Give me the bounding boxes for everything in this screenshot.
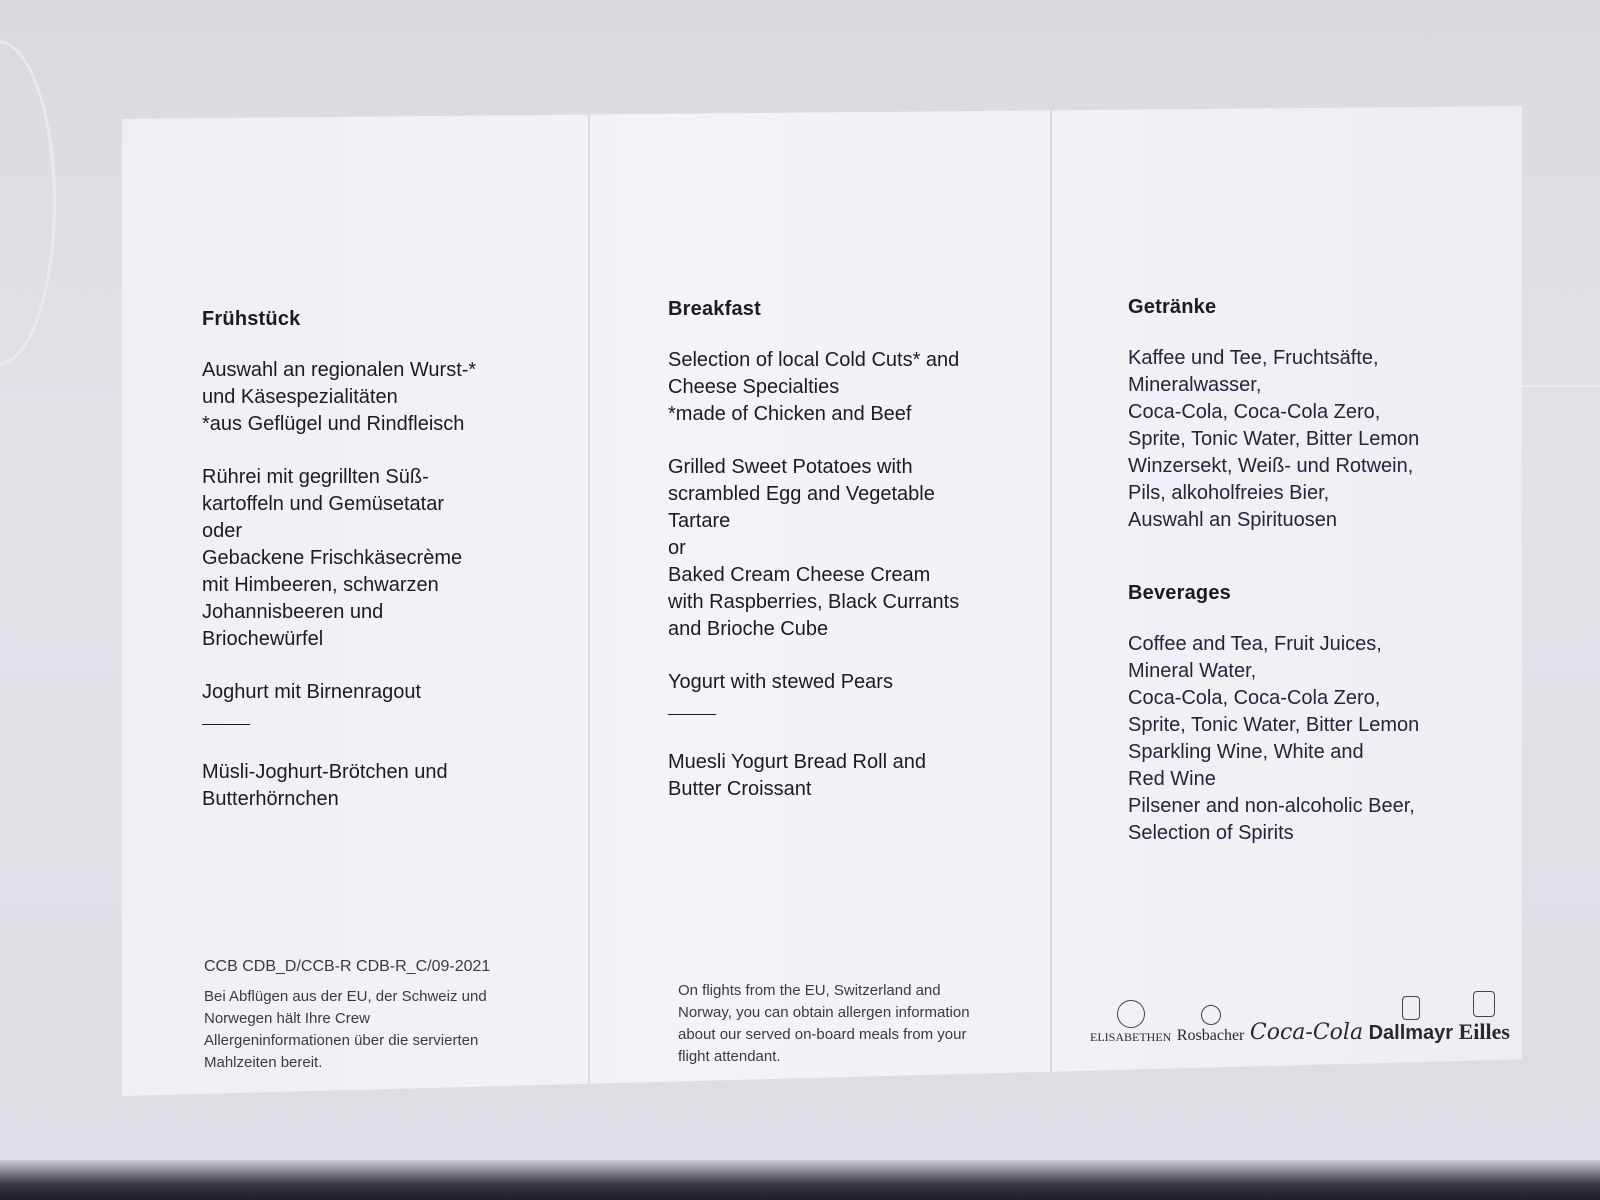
elisabethen-emblem-icon [1117, 1000, 1145, 1028]
card-fold-line [588, 106, 590, 1096]
section-divider [202, 724, 250, 725]
english-heading: Breakfast [668, 298, 761, 320]
tray-recess-curve [0, 40, 56, 366]
drinks-list-de: Kaffee und Tee, Fruchtsäfte, Mineralwasser, Coca-Cola, Coca-Cola Zero, Sprite, Tonic Water, Bitter Lemon Winzersekt, Weiß- und Rotwein, Pils, alkoholfreies Bier, Auswahl an Spirituosen [1128, 347, 1420, 531]
menu-item: Rührei mit gegrillten Süß- kartoffeln und Gemüsetatar oder Gebackene Frischkäsecrème mit Himbeeren, schwarzen Johannisbeeren und Briochewürfel [202, 466, 463, 650]
menu-item: Joghurt mit Birnenragout [202, 681, 422, 703]
menu-item: Muesli Yogurt Bread Roll and Butter Croissant [668, 751, 926, 800]
rosbacher-logo: Rosbacher [1177, 1005, 1245, 1045]
drinks-heading-en: Beverages [1128, 582, 1231, 604]
eilles-logo: Eilles [1459, 991, 1510, 1045]
german-menu-column [202, 308, 562, 839]
elisabethen-logo: ELISABETHEN [1090, 1000, 1171, 1045]
menu-item: Yogurt with stewed Pears [668, 671, 893, 693]
section-divider [668, 714, 716, 715]
menu-code: CCB CDB_D/CCB-R CDB-R_C/09-2021 [204, 958, 491, 975]
allergen-note-en: On flights from the EU, Switzerland and Norway, you can obtain allergen information about our served on-board meals from your flight attendant. [678, 982, 970, 1065]
menu-item: Müsli-Joghurt-Brötchen und Butterhörnchen [202, 761, 448, 810]
eilles-crest-icon [1473, 991, 1495, 1017]
menu-item: Auswahl an regionalen Wurst-* und Käsespezialitäten *aus Geflügel und Rindfleisch [202, 359, 477, 435]
menu-item: Selection of local Cold Cuts* and Cheese Specialties *made of Chicken and Beef [668, 349, 960, 425]
tray-edge [0, 1160, 1600, 1200]
german-heading: Frühstück [202, 308, 301, 330]
menu-item: Grilled Sweet Potatoes with scrambled Egg and Vegetable Tartare or Baked Cream Cheese Cream with Raspberries, Black Currants and Brioche Cube [668, 456, 960, 640]
sponsor-logos [1090, 975, 1510, 1045]
rosbacher-emblem-icon [1201, 1005, 1221, 1025]
dallmayr-crest-icon [1402, 996, 1420, 1020]
drinks-column [1128, 296, 1468, 847]
dallmayr-logo: Dallmayr [1369, 996, 1454, 1045]
drinks-list-en: Coffee and Tea, Fruit Juices, Mineral Water, Coca-Cola, Coca-Cola Zero, Sprite, Tonic Water, Bitter Lemon Sparkling Wine, White and Red Wine Pilsener and non-alcoholic Beer, Selection of Spirits [1128, 633, 1420, 844]
coca-cola-logo: Coca-Cola [1249, 1020, 1364, 1045]
english-menu-column [668, 298, 1028, 829]
drinks-heading-de: Getränke [1128, 296, 1217, 318]
allergen-note-de: Bei Abflügen aus der EU, der Schweiz und Norwegen hält Ihre Crew Allergeninformationen über die servierten Mahlzeiten bereit. [204, 988, 487, 1071]
card-fold-line [1050, 106, 1052, 1096]
